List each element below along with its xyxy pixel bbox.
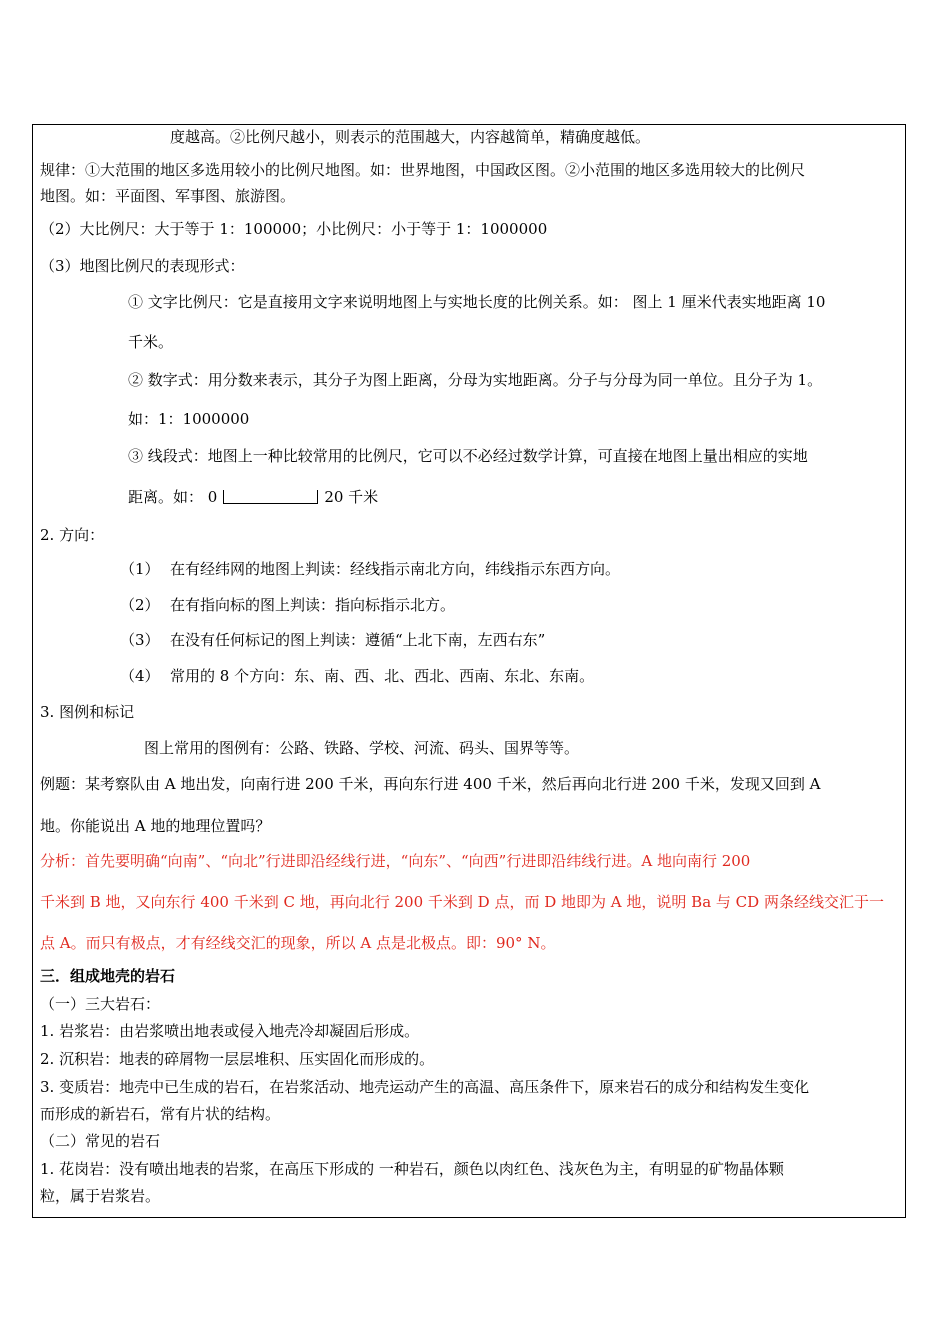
- granite-text-line-1: 1. 花岗岩：没有喷出地表的岩浆，在高压下形成的 一种岩石，颜色以肉红色、浅灰色为主，有明显的矿物晶体颗: [40, 1160, 784, 1178]
- section-heading-rocks: 三．组成地壳的岩石: [40, 967, 176, 985]
- rule-text-line-2: 地图。如：平面图、军事图、旅游图。: [40, 187, 296, 205]
- subheading-three-rocks: （一）三大岩石：: [40, 995, 161, 1013]
- direction-item-4-text: 常用的 8 个方向：东、南、西、北、西北、西南、东北、东南。: [170, 667, 595, 685]
- line-scale-text: ③ 线段式：地图上一种比较常用的比例尺，它可以不必经过数学计算，可直接在地图上量出相应的实地: [128, 447, 808, 465]
- scale-forms-heading: （3）地图比例尺的表现形式：: [40, 257, 245, 275]
- direction-item-1-number: （1）: [120, 560, 160, 578]
- metamorphic-rock-line-2: 而形成的新岩石，常有片状的结构。: [40, 1105, 281, 1123]
- numeric-scale-line: ② 数字式：用分数来表示，其分子为图上距离，分母为实地距离。分子与分母为同一单位。且分子为 1。: [128, 371, 823, 389]
- numeric-scale-example: 如：1：1000000: [128, 410, 250, 428]
- direction-item-4-number: （4）: [120, 667, 160, 685]
- metamorphic-rock-line-1: 3. 变质岩：地壳中已生成的岩石，在岩浆活动、地壳运动产生的高温、高压条件下，原来岩石的成分和结构发生变化: [40, 1078, 810, 1096]
- igneous-rock-text: 1. 岩浆岩：由岩浆喷出地表或侵入地壳冷却凝固后形成。: [40, 1022, 420, 1040]
- scale-precision-text: 度越高。②比例尺越小，则表示的范围越大，内容越简单，精确度越低。: [170, 128, 651, 146]
- analysis-line-3: 点 A。而只有极点，才有经线交汇的现象，所以 A 点是北极点。即：90° N。: [40, 934, 556, 952]
- direction-item-2-number: （2）: [120, 596, 160, 614]
- large-small-scale-text: （2）大比例尺：大于等于 1：100000；小比例尺：小于等于 1：1000000: [40, 220, 548, 238]
- rule-text-line-1: 规律：①大范围的地区多选用较小的比例尺地图。如：世界地图，中国政区图。②小范围的地区多选用较大的比例尺: [40, 161, 806, 179]
- subheading-common-rocks: （二）常见的岩石: [40, 1132, 161, 1150]
- direction-item-3-text: 在没有任何标记的图上判读：遵循“上北下南，左西右东”: [170, 631, 546, 649]
- example-question-line-1: 例题：某考察队由 A 地出发，向南行进 200 千米，再向东行进 400 千米，然后再向北行进 200 千米，发现又回到 A: [40, 775, 821, 793]
- text-scale-line-2: 千米。: [128, 333, 174, 351]
- direction-item-2-text: 在有指向标的图上判读：指向标指示北方。: [170, 596, 456, 614]
- analysis-line-2: 千米到 B 地，又向东行 400 千米到 C 地，再向北行 200 千米到 D 点，而 D 地即为 A 地，说明 Ba 与 CD 两条经线交汇于一: [40, 893, 884, 911]
- example-question-line-2: 地。你能说出 A 地的地理位置吗？: [40, 817, 271, 835]
- direction-item-3-number: （3）: [120, 631, 160, 649]
- direction-heading: 2. 方向：: [40, 526, 105, 544]
- text-scale-line-1: ① 文字比例尺：它是直接用文字来说明地图上与实地长度的比例关系。如： 图上 1 厘米代表实地距离 10: [128, 293, 826, 311]
- legend-text: 图上常用的图例有：公路、铁路、学校、河流、码头、国界等等。: [144, 739, 580, 757]
- line-scale-example: [128, 487, 378, 507]
- direction-item-1-text: 在有经纬网的地图上判读：经线指示南北方向，纬线指示东西方向。: [170, 560, 621, 578]
- granite-text-line-2: 粒，属于岩浆岩。: [40, 1187, 161, 1205]
- line-scale-example-suffix: 20 千米: [324, 488, 379, 506]
- sedimentary-rock-text: 2. 沉积岩：地表的碎屑物一层层堆积、压实固化而形成的。: [40, 1050, 435, 1068]
- line-scale-example-prefix: 距离。如： 0: [128, 488, 218, 506]
- scale-bar-graphic: [223, 490, 318, 504]
- analysis-line-1: 分析：首先要明确“向南”、“向北”行进即沿经线行进，“向东”、“向西”行进即沿纬线行进。A 地向南行 200: [40, 852, 751, 870]
- legend-heading: 3. 图例和标记: [40, 703, 135, 721]
